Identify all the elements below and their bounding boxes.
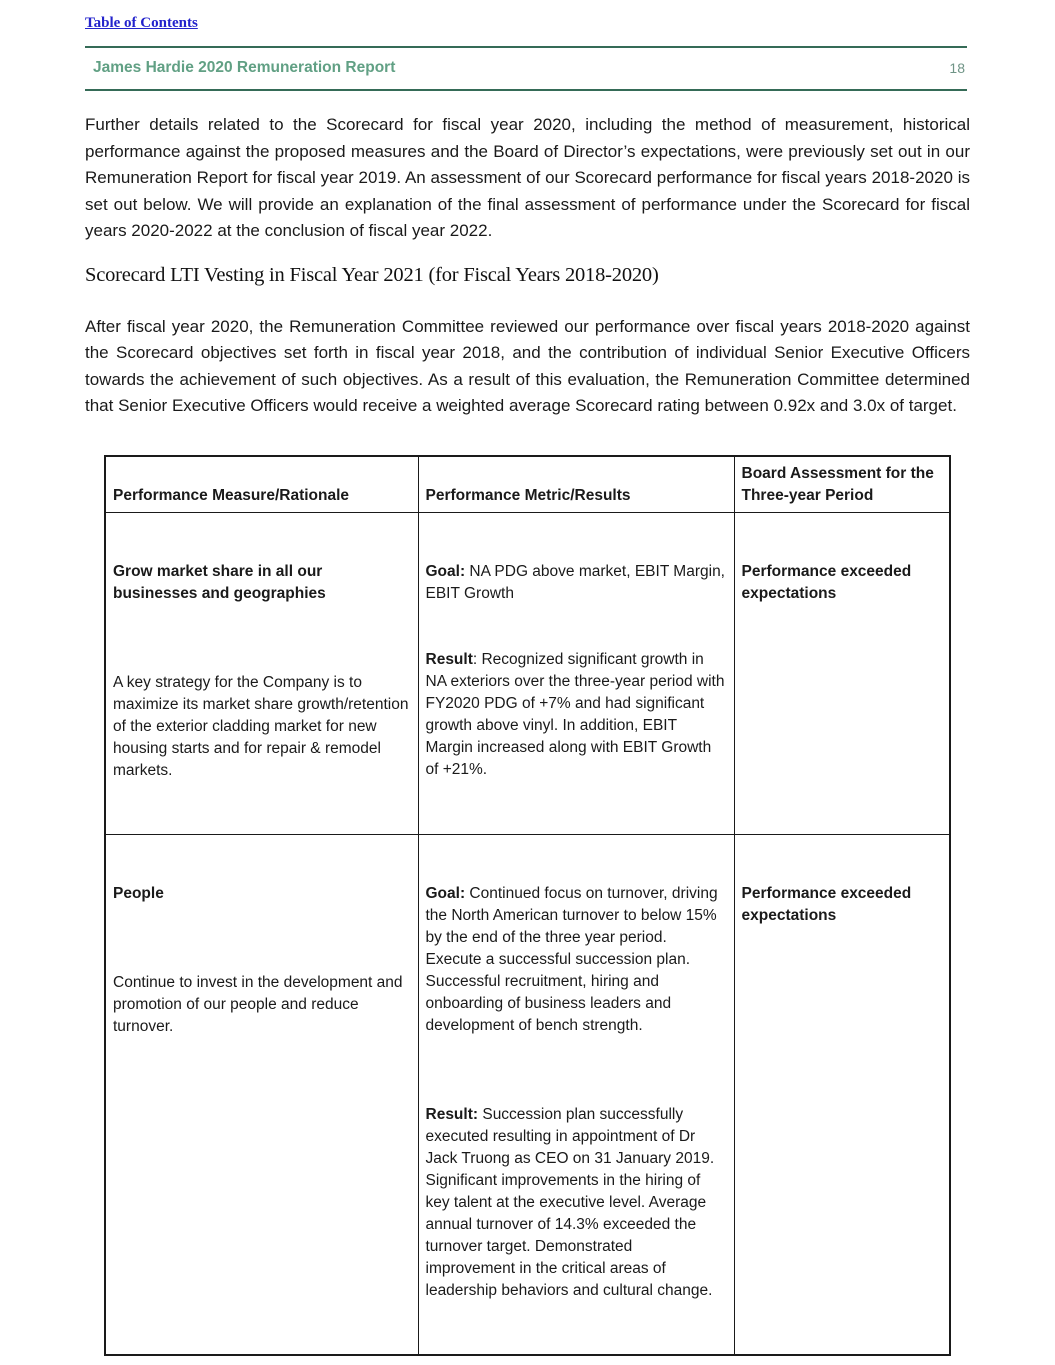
assessment-cell [734,513,950,835]
measure-title: People [113,885,164,902]
metric-goal [426,883,726,1037]
intro-paragraph: Further details related to the Scorecard for fiscal year 2020, including the method of measurement, historical performance against the proposed measures and the Board of Director’s expectations, were previously set out in our Remuneration Report for fiscal year 2019. An assessment of our Scorecard performance for fiscal years 2018-2020 is set out below. We will provide an explanation of the final assessment of performance under the Scorecard for fiscal years 2020-2022 at the conclusion of fiscal year 2022. [85,115,970,240]
metric-goal [425,561,730,605]
measure-title: Grow market share in all our businesses and geographies [113,563,327,602]
metric-cell [418,835,734,1356]
section-heading: Scorecard LTI Vesting in Fiscal Year 2021 (for Fiscal Years 2018-2020) [85,263,659,286]
result-text: : Recognized significant growth in NA exteriors over the three-year period with FY2020 PDG of +7% and had significant growth above vinyl. In addition, EBIT Margin increased along with EBIT Growth of +21%. [425,651,729,778]
metric-cell [418,513,734,835]
report-header [85,48,967,89]
assessment-text: Performance exceeded expectations [741,885,916,924]
measure-body: Continue to invest in the development and promotion of our people and reduce turnover. [113,974,407,1035]
table-row-market-share [105,513,950,835]
measure-cell [105,513,418,835]
goal-label: Goal: [425,885,466,902]
result-text: Succession plan successfully executed resulting in appointment of Dr Jack Truong as CEO on 31 January 2019. Significant improvements in the hiring of key talent at the executive level. Average annual turnover of 14.3% exceeded the turnover target. Demonstrated improvement in the critical areas of leadership behaviors and cultural change. [425,1106,719,1299]
col-header-measure-rationale: Performance Measure/Rationale [105,456,418,513]
measure-body: A key strategy for the Company is to maximize its market share growth/retention of the exterior cladding market for new housing starts and for repair & remodel markets. [113,674,413,779]
goal-text: NA PDG above market, EBIT Margin, EBIT Growth [425,563,730,602]
page-number: 18 [949,60,965,76]
goal-label: Goal: [425,563,466,580]
metric-result [425,649,729,781]
table-header-row [105,456,950,513]
table-of-contents-link[interactable]: Table of Contents [85,15,198,31]
assessment-paragraph: After fiscal year 2020, the Remuneration Committee reviewed our performance over fiscal years 2018-2020 against the Scorecard objectives set forth in fiscal year 2018, and the contribution of individual Senior Executive Officers towards the achievement of such objectives. As a result of this evaluation, the Remuneration Committee determined that Senior Executive Officers would receive a weighted average Scorecard rating between 0.92x and 3.0x of target. [85,316,970,415]
scorecard-table [104,455,951,1357]
goal-text: Continued focus on turnover, driving the North American turnover to below 15% by the end of the three year period. Execute a successful succession plan. Successful recruitment, hiring and onboarding of business leaders and development of bench strength. [425,885,722,1034]
table-row-people [105,835,950,1356]
col-header-metric-results: Performance Metric/Results [418,456,734,513]
metric-result [426,1104,726,1302]
measure-cell [105,835,418,1356]
result-label: Result: [425,1106,479,1123]
assessment-text: Performance exceeded expectations [741,563,916,602]
result-label: Result [425,651,473,668]
report-title: James Hardie 2020 Remuneration Report [93,59,396,76]
col-header-board-assessment: Board Assessment for the Three-year Period [734,456,950,513]
assessment-cell [734,835,950,1356]
header-rule-bottom [85,89,967,91]
